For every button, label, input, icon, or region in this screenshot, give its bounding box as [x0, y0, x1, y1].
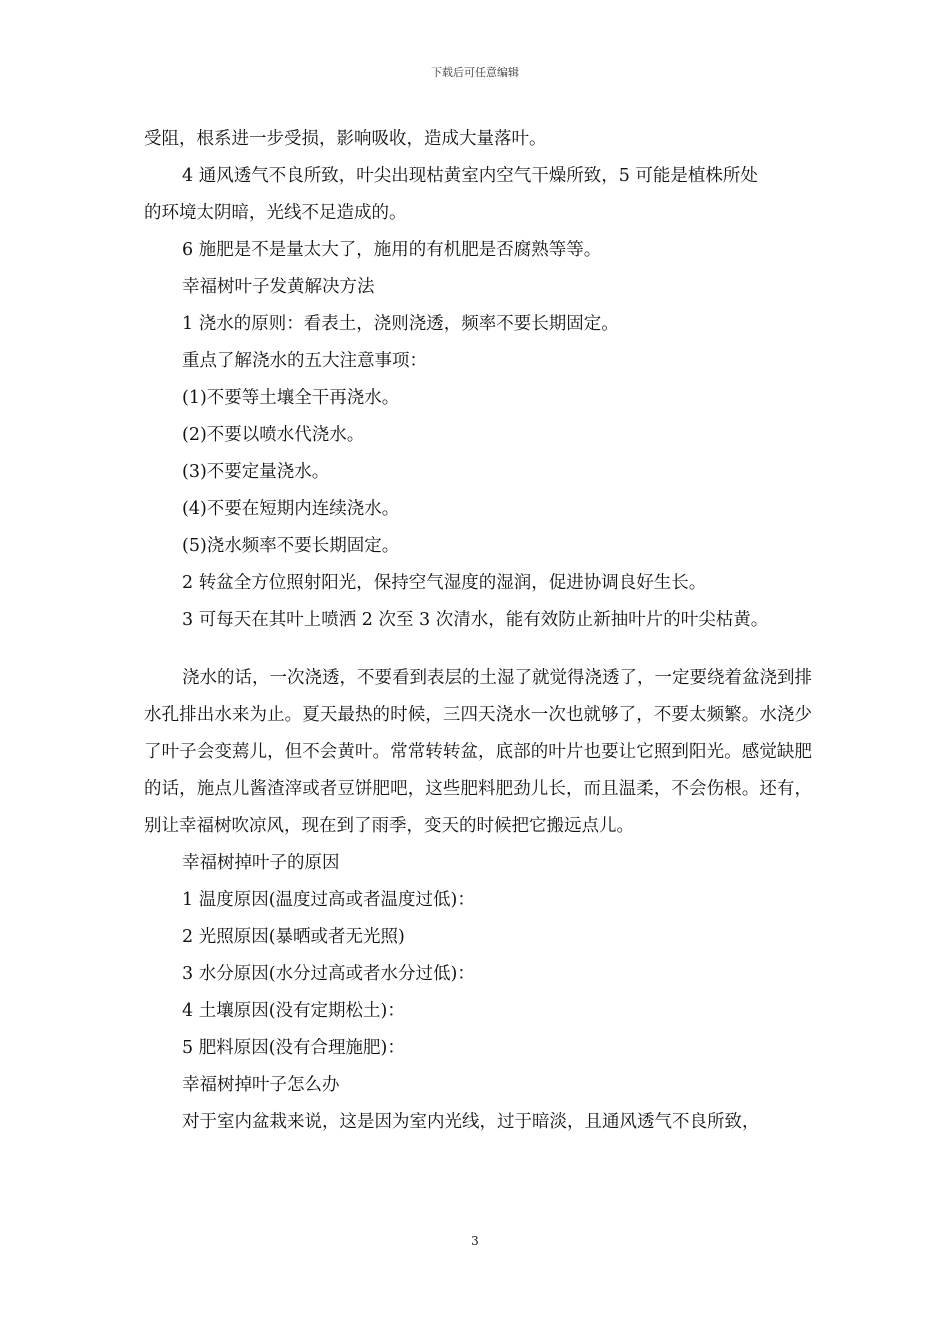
text-line: 2 光照原因(暴晒或者无光照): [182, 927, 405, 947]
text-line: 3 水分原因(水分过高或者水分过低)：: [182, 964, 475, 984]
top-text-block: [144, 124, 812, 642]
text-line: 5 肥料原因(没有合理施肥)：: [182, 1038, 405, 1058]
text-line: (1)不要等土壤全干再浇水。: [182, 388, 400, 408]
document-body: [144, 124, 812, 1144]
text-line: 1 浇水的原则：看表土，浇则浇透，频率不要长期固定。: [182, 314, 619, 334]
page-number: 3: [471, 1234, 479, 1248]
text-line: 3 可每天在其叶上喷洒 2 次至 3 次清水，能有效防止新抽叶片的叶尖枯黄。: [182, 610, 769, 630]
text-line: (3)不要定量浇水。: [182, 462, 330, 482]
page-header: 下载后可任意编辑: [431, 66, 519, 79]
text-line: 6 施肥是不是量太大了，施用的有机肥是否腐熟等等。: [182, 240, 602, 260]
text-line: (5)浇水频率不要长期固定。: [182, 536, 400, 556]
bottom-text-block: [144, 848, 812, 1144]
text-line: 对于室内盆栽来说，这是因为室内光线，过于暗淡，且通风透气不良所致，: [182, 1112, 760, 1132]
text-line: 幸福树掉叶子的原因: [182, 853, 340, 873]
text-line: 1 温度原因(温度过高或者温度过低)：: [182, 890, 475, 910]
text-line: 的环境太阴暗，光线不足造成的。: [144, 203, 407, 223]
watering-paragraph: 浇水的话，一次浇透，不要看到表层的土湿了就觉得浇透了，一定要绕着盆浇到排水孔排出水来为止。夏天最热的时候，三四天浇水一次也就够了，不要太频繁。水浇少了叶子会变蔫儿，但不会黄叶。常常转转盆，底部的叶片也要让它照到阳光。感觉缺肥的话，施点儿酱渣滓或者豆饼肥吧，这些肥料肥劲儿长，而且温柔，不会伤根。还有，别让幸福树吹凉风，现在到了雨季，变天的时候把它搬远点儿。: [144, 668, 812, 836]
text-line: 幸福树叶子发黄解决方法: [182, 277, 375, 297]
text-line: 4 通风透气不良所致，叶尖出现枯黄室内空气干燥所致，5 可能是植株所处: [182, 166, 758, 186]
text-line: 重点了解浇水的五大注意事项：: [182, 351, 427, 371]
text-line: 2 转盆全方位照射阳光，保持空气湿度的湿润，促进协调良好生长。: [182, 573, 707, 593]
text-line: 幸福树掉叶子怎么办: [182, 1075, 340, 1095]
text-line: (2)不要以喷水代浇水。: [182, 425, 365, 445]
text-line: (4)不要在短期内连续浇水。: [182, 499, 400, 519]
text-line: 受阻，根系进一步受损，影响吸收，造成大量落叶。: [144, 129, 547, 149]
text-line: 4 土壤原因(没有定期松土)：: [182, 1001, 405, 1021]
